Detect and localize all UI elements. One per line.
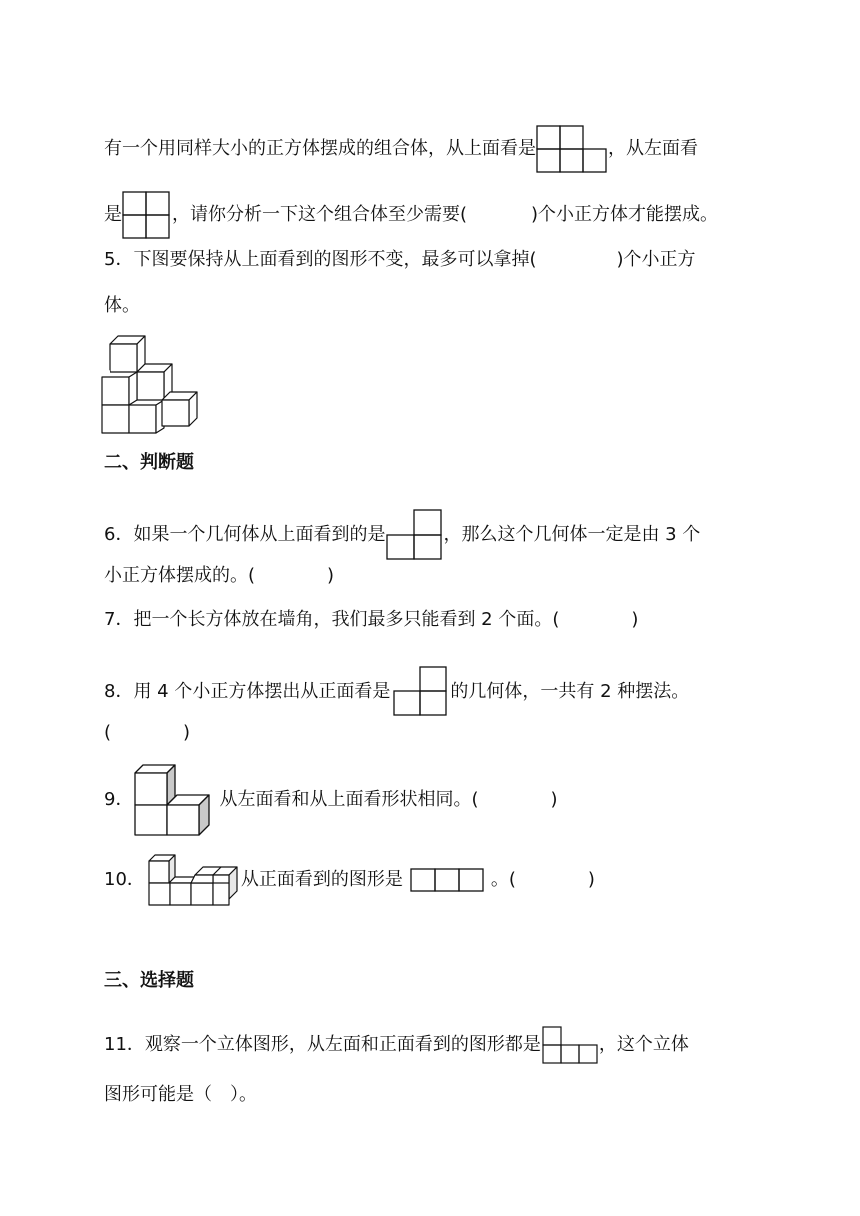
q4-left-view-figure (122, 191, 172, 239)
q7-line (104, 609, 638, 631)
section2-title: 二、判断题 (104, 452, 194, 473)
q11-text-2: 图形可能是（ ）。 (104, 1084, 257, 1105)
q6-top-view-figure (385, 509, 443, 561)
q10-cube-figure (145, 853, 241, 907)
q4-text-1a: 有一个用同样大小的正方体摆成的组合体，从上面看是 (104, 138, 536, 159)
q8-text-1a: 8．用 4 个小正方体摆出从正面看是 (104, 681, 391, 702)
q8-line1 (104, 666, 689, 718)
q11-text-1a: 11．观察一个立体图形，从左面和正面看到的图形都是 (104, 1034, 541, 1055)
q9-text: 从左面看和从上面看形状相同。( ) (219, 789, 558, 810)
q8-line2 (104, 722, 190, 744)
q9-number: 9． (104, 789, 134, 810)
q10-line (104, 853, 595, 907)
q5-cube-stack-figure (100, 332, 204, 434)
q6-line1 (104, 509, 700, 561)
q6-text-1a: 6．如果一个几何体从上面看到的是 (104, 524, 386, 545)
q4-text-2b: ，请你分析一下这个组合体至少需要( (172, 204, 468, 225)
q10-text-b: 。( ) (490, 869, 595, 890)
q4-text-2c: )个小正方体才能摆成。 (531, 204, 719, 225)
q11-view-figure (541, 1025, 599, 1065)
q11-text-1b: ，这个立体 (598, 1034, 689, 1055)
q11-line1 (104, 1025, 689, 1065)
q5-text-1b: )个小正方 (616, 249, 696, 270)
q9-cube-figure (133, 763, 219, 837)
q4-text-2a: 是 (104, 204, 122, 225)
q6-text-1b: ，那么这个几何体一定是由 3 个 (443, 524, 701, 545)
q4-line1 (104, 125, 698, 173)
q8-text-2: ( ) (104, 722, 191, 743)
q8-front-view-figure (390, 666, 450, 718)
section2-heading (104, 452, 194, 474)
section3-title: 三、选择题 (104, 970, 194, 991)
q10-front-view-figure (409, 867, 485, 893)
q8-text-1b: 的几何体，一共有 2 种摆法。 (450, 681, 690, 702)
q9-line (104, 763, 558, 837)
q4-top-view-figure (536, 125, 608, 173)
section3-heading (104, 970, 194, 992)
q10-number: 10． (104, 869, 145, 890)
q4-text-1b: ，从左面看 (608, 138, 698, 159)
q6-text-2: 小正方体摆成的。( ) (104, 565, 335, 586)
q10-text-a: 从正面看到的图形是 (240, 869, 403, 890)
q5-text-1a: 5．下图要保持从上面看到的图形不变，最多可以拿掉( (104, 249, 537, 270)
q4-line2 (104, 191, 718, 239)
q5-line2 (104, 295, 140, 317)
q11-line2 (104, 1084, 257, 1106)
q7-text: 7．把一个长方体放在墙角，我们最多只能看到 2 个面。( ) (104, 609, 639, 630)
q5-line1 (104, 249, 696, 271)
q6-line2 (104, 565, 334, 587)
q5-text-2: 体。 (104, 295, 140, 316)
